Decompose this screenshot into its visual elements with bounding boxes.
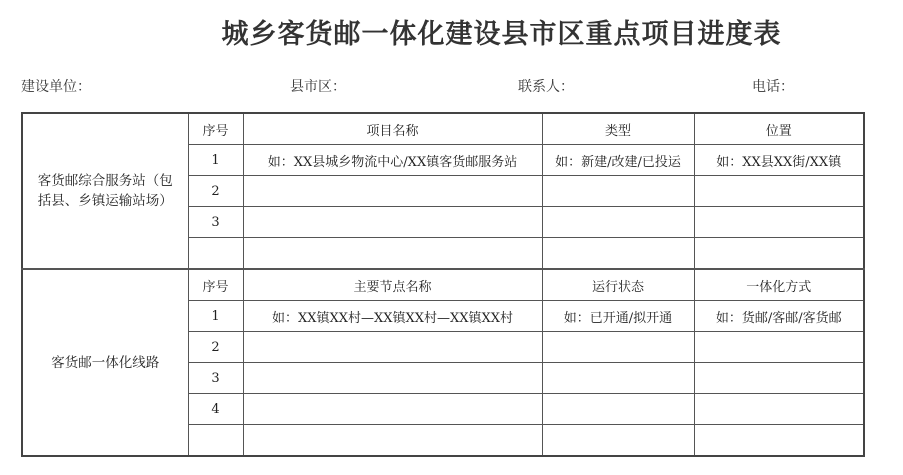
header-status: 运行状态 [542, 269, 694, 301]
cell-seq: 1 [188, 145, 243, 176]
header-seq: 序号 [188, 113, 243, 145]
header-node-name: 主要节点名称 [243, 269, 542, 301]
cell-node-name[interactable] [243, 394, 542, 425]
cell-type[interactable]: 如：新建/改建/已投运 [542, 145, 694, 176]
header-integration-mode: 一体化方式 [694, 269, 864, 301]
cell-node-name[interactable] [243, 425, 542, 457]
cell-integration-mode[interactable] [694, 394, 864, 425]
progress-table [21, 112, 865, 457]
table-header-row [22, 113, 864, 145]
cell-status[interactable] [542, 425, 694, 457]
cell-node-name[interactable] [243, 332, 542, 363]
cell-project-name[interactable]: 如：XX县城乡物流中心/XX镇客货邮服务站 [243, 145, 542, 176]
cell-status[interactable]: 如：已开通/拟开通 [542, 301, 694, 332]
cell-location[interactable] [694, 207, 864, 238]
category-service-station: 客货邮综合服务站（包括县、乡镇运输站场） [22, 113, 188, 269]
category-route: 客货邮一体化线路 [22, 269, 188, 456]
cell-integration-mode[interactable] [694, 363, 864, 394]
header-location: 位置 [694, 113, 864, 145]
header-seq: 序号 [188, 269, 243, 301]
cell-location[interactable] [694, 176, 864, 207]
cell-status[interactable] [542, 394, 694, 425]
cell-type[interactable] [542, 176, 694, 207]
cell-integration-mode[interactable] [694, 332, 864, 363]
cell-type[interactable] [542, 207, 694, 238]
contact-label: 联系人： [518, 79, 574, 95]
cell-seq [188, 425, 243, 457]
cell-seq: 4 [188, 394, 243, 425]
cell-seq [188, 238, 243, 270]
cell-integration-mode[interactable]: 如：货邮/客邮/客货邮 [694, 301, 864, 332]
cell-project-name[interactable] [243, 238, 542, 270]
page-title: 城乡客货邮一体化建设县市区重点项目进度表 [221, 19, 782, 50]
phone-label: 电话： [752, 79, 794, 95]
cell-integration-mode[interactable] [694, 425, 864, 457]
cell-type[interactable] [542, 238, 694, 270]
construction-unit-label: 建设单位： [21, 79, 91, 95]
county-label: 县市区： [290, 79, 346, 95]
cell-seq: 1 [188, 301, 243, 332]
cell-project-name[interactable] [243, 207, 542, 238]
cell-node-name[interactable]: 如：XX镇XX村—XX镇XX村—XX镇XX村 [243, 301, 542, 332]
cell-seq: 2 [188, 176, 243, 207]
cell-location[interactable]: 如：XX县XX街/XX镇 [694, 145, 864, 176]
cell-seq: 3 [188, 207, 243, 238]
header-type: 类型 [542, 113, 694, 145]
table-header-row [22, 269, 864, 301]
header-project-name: 项目名称 [243, 113, 542, 145]
cell-location[interactable] [694, 238, 864, 270]
cell-node-name[interactable] [243, 363, 542, 394]
cell-seq: 3 [188, 363, 243, 394]
cell-project-name[interactable] [243, 176, 542, 207]
cell-seq: 2 [188, 332, 243, 363]
cell-status[interactable] [542, 363, 694, 394]
cell-status[interactable] [542, 332, 694, 363]
